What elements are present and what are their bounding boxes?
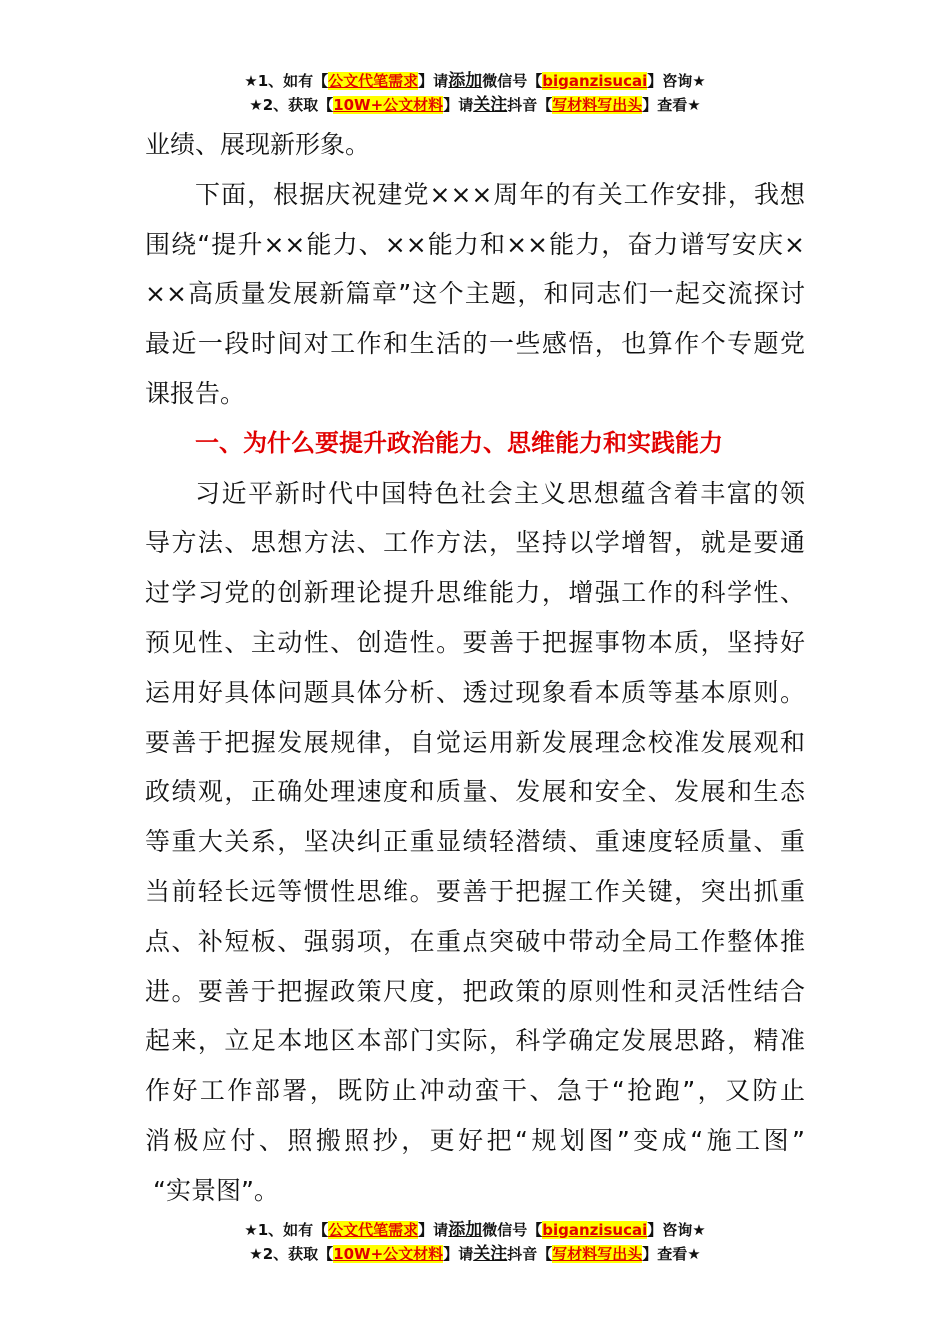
text-line: 政绩观，正确处理速度和质量、发展和安全、发展和生态 (145, 777, 805, 807)
promo-text: 微信号【 (482, 1221, 543, 1239)
promo-text: ★2、获取【 (249, 1245, 334, 1263)
text-line: 运用好具体问题具体分析、透过现象看本质等基本原则。 (145, 677, 805, 707)
promo-underline: 关注 (473, 95, 508, 115)
promo-text: 】咨询★ (647, 72, 706, 90)
document-body (145, 120, 805, 1216)
promo-douyin-id: 写材料写出头 (552, 1245, 643, 1263)
promo-text: 抖音【 (507, 96, 553, 114)
promo-text: 】请 (418, 72, 449, 90)
text-line: 下面，根据庆祝建党×××周年的有关工作安排，我想 (195, 179, 805, 209)
top-promo-line-1 (0, 69, 950, 93)
text-line: 点、补短板、强弱项，在重点突破中带动全局工作整体推 (145, 926, 805, 956)
text-line: 进。要善于把握政策尺度，把政策的原则性和灵活性结合 (145, 976, 805, 1006)
promo-text: 】咨询★ (647, 1221, 706, 1239)
text-line: 要善于把握发展规律，自觉运用新发展理念校准发展观和 (145, 727, 805, 757)
promo-underline: 关注 (473, 1244, 508, 1264)
text-line: 最近一段时间对工作和生活的一些感悟，也算作个专题党 (145, 329, 805, 359)
section-heading: 一、为什么要提升政治能力、思维能力和实践能力 (195, 428, 723, 457)
promo-highlight: 公文代笔需求 (328, 1221, 419, 1239)
promo-underline: 添加 (448, 1220, 483, 1240)
text-line: ××高质量发展新篇章”这个主题，和同志们一起交流探讨 (145, 279, 805, 309)
promo-wechat-id: biganzisucai (542, 1221, 648, 1239)
promo-text: 】请 (418, 1221, 449, 1239)
text-line: 过学习党的创新理论提升思维能力，增强工作的科学性、 (145, 578, 805, 608)
text-line: 业绩、展现新形象。 (145, 130, 371, 159)
promo-text: ★1、如有【 (244, 1221, 329, 1239)
promo-text: 】请 (443, 96, 474, 114)
promo-text: 】查看★ (642, 1245, 701, 1263)
text-line: 导方法、思想方法、工作方法，坚持以学增智，就是要通 (145, 528, 805, 558)
top-promo-line-2 (0, 93, 950, 117)
promo-highlight: 10W+公文材料 (333, 96, 444, 114)
text-line: 等重大关系，坚决纠正重显绩轻潜绩、重速度轻质量、重 (145, 827, 805, 857)
promo-underline: 添加 (448, 71, 483, 91)
text-line: 课报告。 (145, 378, 246, 408)
promo-text: 微信号【 (482, 72, 543, 90)
promo-wechat-id: biganzisucai (542, 72, 648, 90)
text-line: 起来，立足本地区本部门实际，科学确定发展思路，精准 (145, 1026, 805, 1056)
text-line: 预见性、主动性、创造性。要善于把握事物本质，坚持好 (145, 627, 805, 657)
bottom-promo-line-2 (0, 1242, 950, 1266)
text-line: 习近平新时代中国特色社会主义思想蕴含着丰富的领 (195, 478, 805, 508)
text-line: 围绕“提升××能力、××能力和××能力，奋力谱写安庆× (145, 229, 805, 259)
bottom-promo-line-1 (0, 1218, 950, 1242)
promo-douyin-id: 写材料写出头 (552, 96, 643, 114)
promo-highlight: 10W+公文材料 (333, 1245, 444, 1263)
promo-text: 抖音【 (507, 1245, 553, 1263)
promo-highlight: 公文代笔需求 (328, 72, 419, 90)
text-line: 消极应付、照搬照抄，更好把“规划图”变成“施工图” (145, 1125, 805, 1155)
text-line: “实景图”。 (153, 1175, 279, 1205)
text-line: 作好工作部署，既防止冲动蛮干、急于“抢跑”，又防止 (145, 1076, 805, 1106)
promo-text: 】请 (443, 1245, 474, 1263)
promo-text: ★1、如有【 (244, 72, 329, 90)
text-line: 当前轻长远等惯性思维。要善于把握工作关键，突出抓重 (145, 876, 805, 906)
promo-text: 】查看★ (642, 96, 701, 114)
promo-text: ★2、获取【 (249, 96, 334, 114)
